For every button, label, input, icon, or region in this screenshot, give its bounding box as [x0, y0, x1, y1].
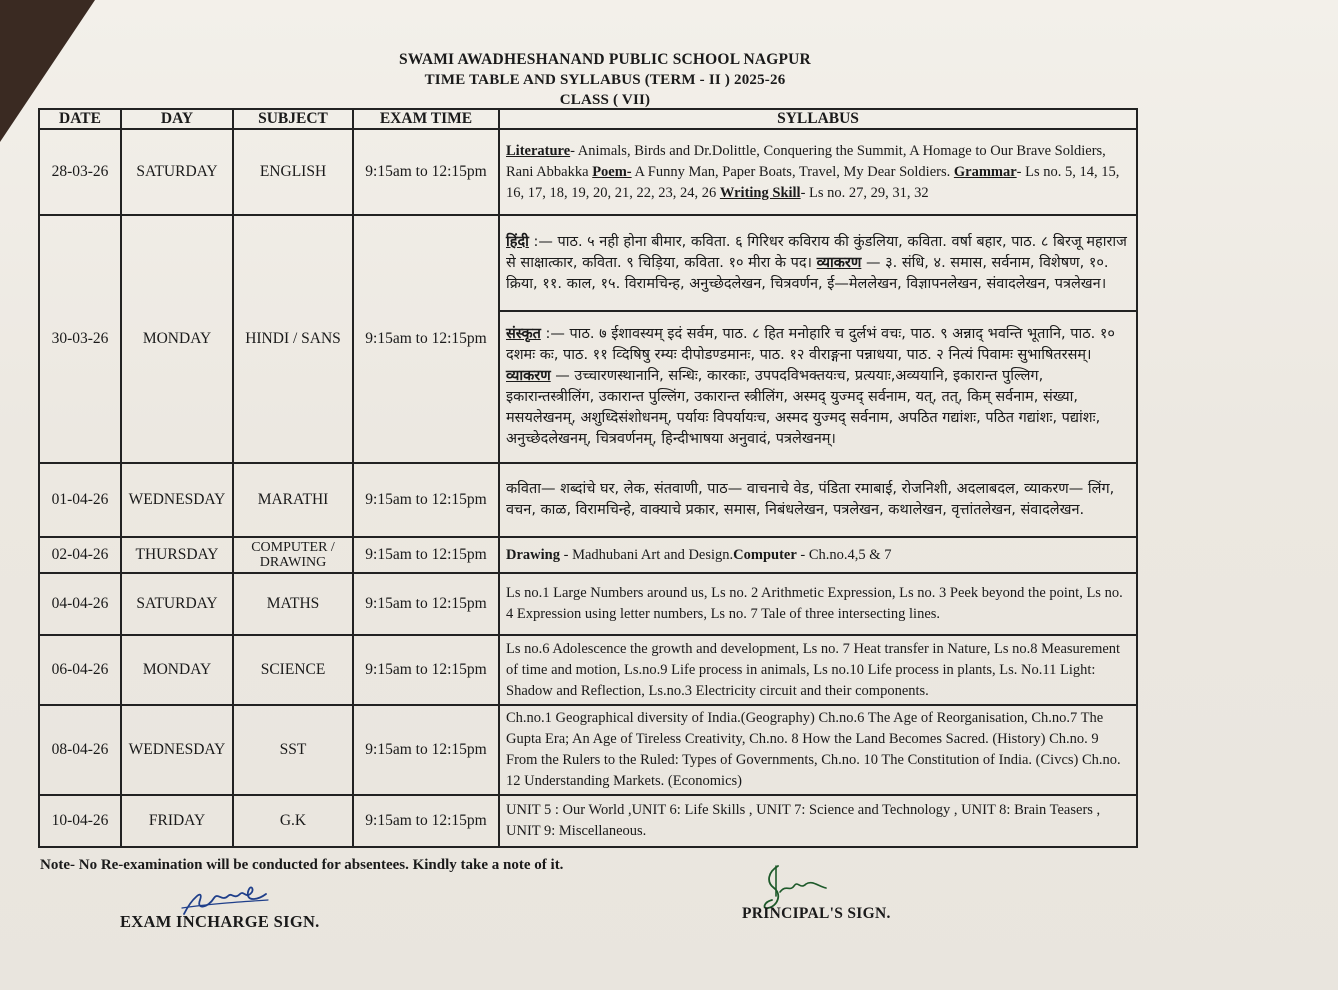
sanskrit-grammar-label: व्याकरण [506, 368, 551, 384]
syllabus-cell-hindi [499, 215, 1137, 311]
subject-line-2: DRAWING [259, 555, 327, 570]
subject-line-1: COMPUTER / [251, 540, 335, 555]
date-cell: 28-03-26 [39, 129, 121, 215]
subject-cell [233, 537, 353, 573]
time-cell: 9:15am to 12:15pm [353, 635, 499, 705]
syllabus-cell: Ls no.1 Large Numbers around us, Ls no. 2 Arithmetic Expression, Ls no. 3 Peek beyond the point, Ls no. 4 Expression using letter numbers, Ls no. 7 Tale of three intersecting lines. [499, 573, 1137, 635]
timetable [38, 108, 1138, 848]
day-cell: SATURDAY [121, 573, 233, 635]
literature-label: Literature [506, 142, 571, 159]
sanskrit-grammar-text: — उच्चारणस्थानानि, सन्धिः, कारकाः, उपपदविभक्तयःच, प्रत्ययाः,अव्ययानि, इकारान्त पुल्लिग, इकारान्तस्त्रीलिंग, उकारान्त पुल्लिंग, उकारान्त स्त्रीलिंग, अस्मद् युज्मद् सर्वनाम, यत्, तत्, किम् सर्वनाम, संख्या, मसयलेखनम्, अशुध्दिसंशोधनम्, पर्यायः विपर्यायःच, अस्मद युज्मद् सर्वनाम, अपठित गद्यांशः, पठित गद्यांशः, पद्यांशः, अनुच्छेदलेखनम्, चित्रवर्णनम्, हिन्दीभाषया अनुवादं, पत्रलेखनम्। [506, 368, 1101, 447]
syllabus-cell: Ls no.6 Adolescence the growth and development, Ls no. 7 Heat transfer in Nature, Ls no.8 Measurement of time and motion, Ls.no.9 Life process in animals, Ls no.10 Life process in plants, Ls. No.11 Light: Shadow and Reflection, Ls.no.3 Electricity circuit and their components. [499, 635, 1137, 705]
table-row-science [39, 635, 1137, 705]
grammar-label: Grammar [953, 163, 1017, 180]
col-day-header: DAY [121, 109, 233, 129]
class-label: CLASS ( VII) [559, 92, 651, 108]
poem-label: Poem- [592, 163, 632, 180]
document-header [380, 50, 830, 110]
day-cell: WEDNESDAY [121, 705, 233, 795]
time-cell: 9:15am to 12:15pm [353, 795, 499, 847]
drawing-label: Drawing [506, 546, 560, 563]
sanskrit-label: संस्कृत [506, 326, 541, 342]
date-cell: 10-04-26 [39, 795, 121, 847]
principal-sign-label: PRINCIPAL'S SIGN. [742, 905, 891, 922]
document-title: TIME TABLE AND SYLLABUS (TERM - II ) 2025-26 [424, 72, 786, 88]
col-date-header: DATE [39, 109, 121, 129]
time-cell: 9:15am to 12:15pm [353, 705, 499, 795]
footer-note: Note- No Re-examination will be conducted for absentees. Kindly take a note of it. [40, 857, 564, 873]
subject-cell: SCIENCE [233, 635, 353, 705]
table-row-maths [39, 573, 1137, 635]
day-cell: SATURDAY [121, 129, 233, 215]
exam-incharge-sign-label: EXAM INCHARGE SIGN. [120, 912, 320, 931]
hindi-grammar-text: — ३. संधि, ४. समास, सर्वनाम, विशेषण, १०. क्रिया, ११. काल, १५. विरामचिन्ह, अनुच्छेदलेखन, चित्रवर्णन, ई—मेललेखन, विज्ञापनलेखन, संवादलेखन, पत्रलेखन। [506, 254, 1109, 292]
syllabus-cell [499, 129, 1137, 215]
date-cell: 04-04-26 [39, 573, 121, 635]
date-cell: 02-04-26 [39, 537, 121, 573]
day-cell: MONDAY [121, 215, 233, 463]
date-cell: 08-04-26 [39, 705, 121, 795]
day-cell: WEDNESDAY [121, 463, 233, 537]
col-syllabus-header: SYLLABUS [499, 109, 1137, 129]
computer-label: Computer [733, 546, 797, 563]
table-row-computer [39, 537, 1137, 573]
syllabus-cell: Ch.no.1 Geographical diversity of India.(Geography) Ch.no.6 The Age of Reorganisation, Ch.no.7 The Gupta Era; An Age of Tireless Creativity, Ch.no. 8 How the Land Becomes Sacred. (History) Ch.no. 9 From the Rulers to the Ruled: Types of Governments, Ch.no. 10 The Constitution of India. (Civcs) Ch.no. 12 Understanding Markets. (Economics) [499, 705, 1137, 795]
table-row-gk [39, 795, 1137, 847]
time-cell: 9:15am to 12:15pm [353, 573, 499, 635]
syllabus-cell: UNIT 5 : Our World ,UNIT 6: Life Skills , UNIT 7: Science and Technology , UNIT 8: Brain Teasers , UNIT 9: Miscellaneous. [499, 795, 1137, 847]
writing-skill-label: Writing Skill [719, 184, 801, 201]
syllabus-cell-sanskrit [499, 311, 1137, 463]
time-cell: 9:15am to 12:15pm [353, 537, 499, 573]
table-row-sst [39, 705, 1137, 795]
day-cell: MONDAY [121, 635, 233, 705]
hindi-text: :— पाठ. ५ नही होना बीमार, कविता. ६ गिरिधर कविराय की कुंडलिया, कविता. वर्षा बहार, पाठ. ८ बिरजू महाराज से साक्षात्कार, कविता. ९ चिड़िया, कविता. १० मीरा के पद। [506, 233, 1127, 271]
drawing-text: - Madhubani Art and Design. [559, 546, 734, 563]
time-cell: 9:15am to 12:15pm [353, 215, 499, 463]
subject-cell: MATHS [233, 573, 353, 635]
table-row-english [39, 129, 1137, 215]
syllabus-cell: कविता— शब्दांचे घर, लेक, संतवाणी, पाठ— वाचनाचे वेड, पंडिता रमाबाई, रोजनिशी, अदलाबदल, व्याकरण— लिंग, वचन, काळ, विरामचिन्हे, वाक्याचे प्रकार, समास, निबंधलेखन, पत्रलेखन, कथालेखन, वृत्तांतलेखन, संवादलेखन. [499, 463, 1137, 537]
day-cell: THURSDAY [121, 537, 233, 573]
literature-text: - Animals, Birds and Dr.Dolittle, Conquering the Summit, A Homage to Our Brave Soldiers, Rani Abbakka [506, 142, 1106, 180]
table-header-row [39, 109, 1137, 129]
date-cell: 01-04-26 [39, 463, 121, 537]
syllabus-cell [499, 537, 1137, 573]
time-cell: 9:15am to 12:15pm [353, 129, 499, 215]
subject-cell: G.K [233, 795, 353, 847]
date-cell: 06-04-26 [39, 635, 121, 705]
hindi-label: हिंदी [506, 233, 529, 250]
writing-skill-text: - Ls no. 27, 29, 31, 32 [800, 184, 929, 201]
date-cell: 30-03-26 [39, 215, 121, 463]
subject-cell: SST [233, 705, 353, 795]
poem-text: A Funny Man, Paper Boats, Travel, My Dear Soldiers. [631, 163, 954, 180]
time-cell: 9:15am to 12:15pm [353, 463, 499, 537]
grammar-text: - Ls no. 5, 14, 15, 16, 17, 18, 19, 20, 21, 22, 23, 24, 26 [506, 163, 1120, 201]
table-row-marathi [39, 463, 1137, 537]
computer-text: - Ch.no.4,5 & 7 [796, 546, 892, 563]
school-name: SWAMI AWADHESHANAND PUBLIC SCHOOL NAGPUR [399, 51, 811, 68]
subject-cell: HINDI / SANS [233, 215, 353, 463]
sanskrit-text: :— पाठ. ७ ईशावस्यम् इदं सर्वम, पाठ. ८ हित मनोहारि च दुर्लभं वचः, पाठ. ९ अन्नाद् भवन्ति भूतानि, पाठ. १० दशमः कः, पाठ. ११ व्दिषिषु रम्यः दीपोडण्डमानः, पाठ. १२ वीराङ्गना पन्नाधया, पाठ. २ नित्यं पिवामः सुभाषितरसम्। [506, 326, 1115, 363]
col-time-header: EXAM TIME [353, 109, 499, 129]
subject-cell: ENGLISH [233, 129, 353, 215]
day-cell: FRIDAY [121, 795, 233, 847]
col-subject-header: SUBJECT [233, 109, 353, 129]
hindi-grammar-label: व्याकरण [816, 254, 862, 271]
subject-cell: MARATHI [233, 463, 353, 537]
table-row-hindi [39, 215, 1137, 311]
